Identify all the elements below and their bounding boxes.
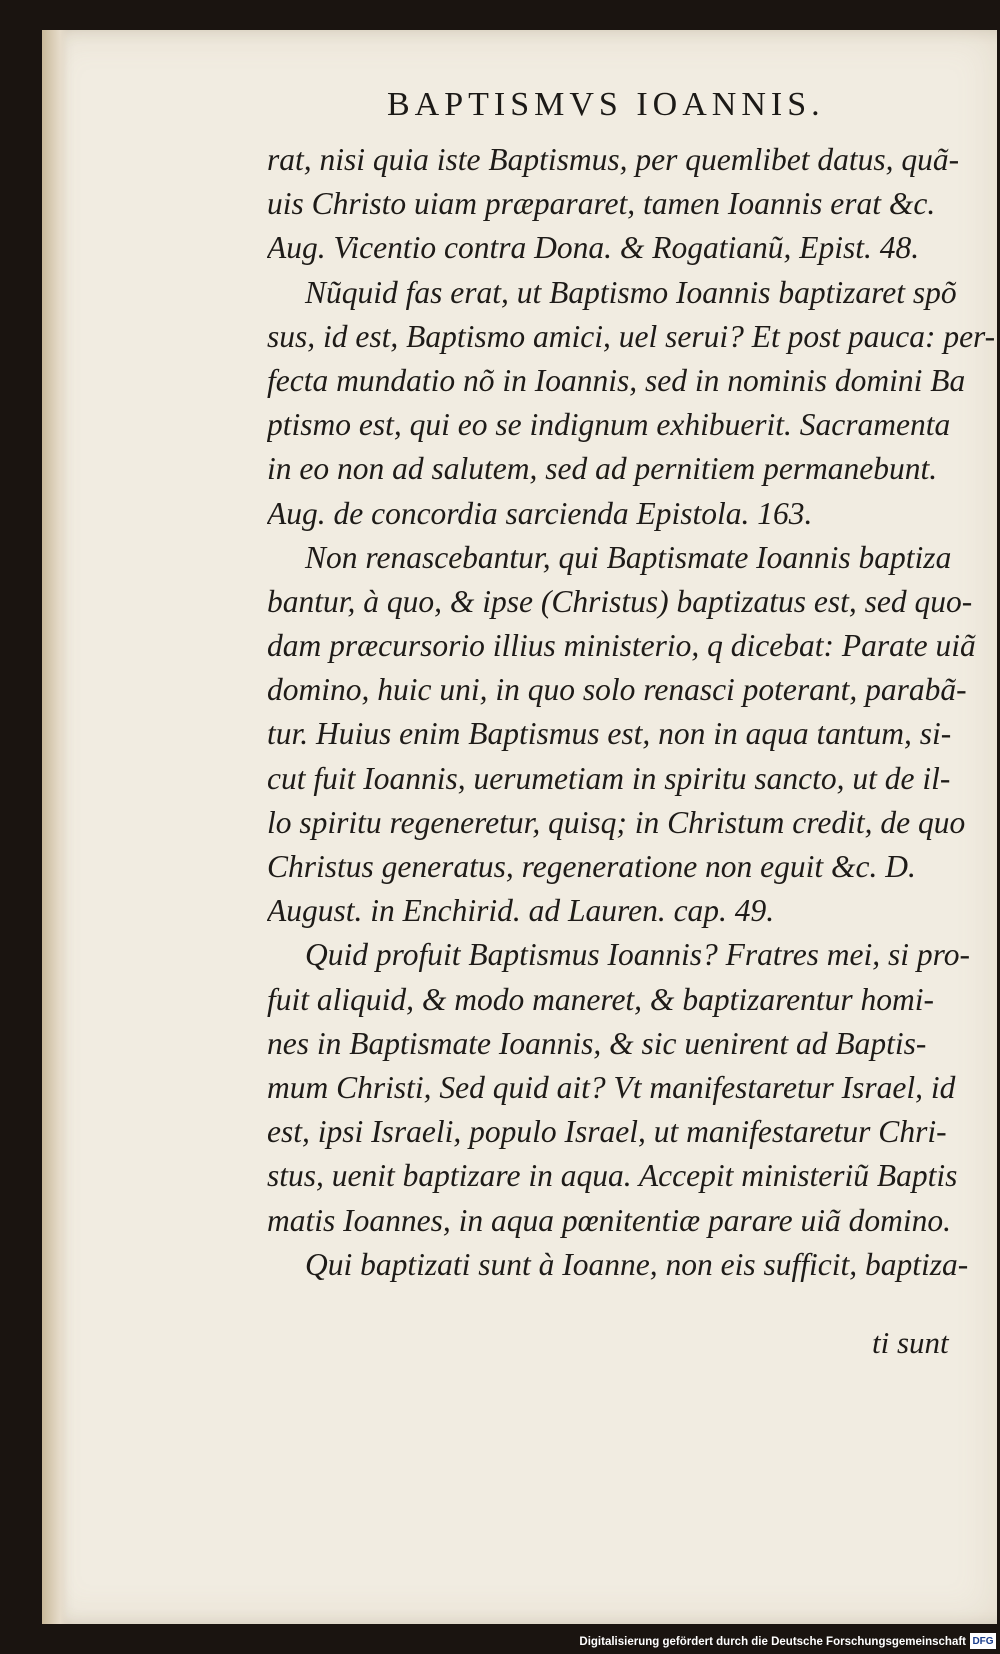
text-line: bantur, à quo, & ipse (Christus) baptizatus est, sed quo- [267, 583, 973, 619]
text-line: rat, nisi quia iste Baptismus, per quemlibet datus, quã- [267, 142, 960, 177]
text-line: uis Christo uiam præpararet, tamen Ioannis erat &c. [267, 186, 936, 222]
text-line: ptismo est, qui eo se indignum exhibuerit. Sacramenta [267, 407, 951, 443]
running-head: BAPTISMVS IOANNIS. [387, 86, 825, 123]
text-line: Qui baptizati sunt à Ioanne, non eis sufficit, baptiza- [305, 1246, 969, 1282]
text-line: August. in Enchirid. ad Lauren. cap. 49. [267, 893, 775, 929]
text-line: stus, uenit baptizare in aqua. Accepit ministeriũ Baptis [267, 1158, 958, 1194]
footer-bar [0, 1624, 1000, 1654]
text-line: nes in Baptismate Ioannis, & sic uenirent ad Baptis- [267, 1025, 927, 1061]
text-line: Non renascebantur, qui Baptismate Ioannis baptiza [305, 539, 952, 575]
text-line: lo spiritu regeneretur, quisq; in Christum credit, de quo [267, 804, 966, 840]
text-line: dam præcursorio illius ministerio, q dicebat: Parate uiã [267, 628, 976, 664]
text-line: sus, id est, Baptismo amici, uel serui? Et post pauca: per- [267, 318, 996, 354]
book-page [42, 30, 997, 1624]
text-line: cut fuit Ioannis, uerumetiam in spiritu sancto, ut de il- [267, 760, 951, 796]
page-gutter [42, 30, 68, 1624]
dfg-logo-icon: DFG [970, 1633, 996, 1649]
text-line: fuit aliquid, & modo maneret, & baptizarentur homi- [267, 981, 935, 1017]
text-line: in eo non ad salutem, sed ad pernitiem permanebunt. [267, 451, 938, 487]
text-line: Aug. Vicentio contra Dona. & Rogatianũ, Epist. 48. [267, 230, 920, 266]
text-line: fecta mundatio nõ in Ioannis, sed in nominis domini Ba [267, 362, 966, 398]
catchword: ti sunt [872, 1325, 949, 1360]
text-line: Nũquid fas erat, ut Baptismo Ioannis baptizaret spõ [305, 274, 957, 310]
text-line: domino, huic uni, in quo solo renasci poterant, parabã- [267, 672, 967, 708]
text-line: Quid profuit Baptismus Ioannis? Fratres mei, si pro- [305, 937, 971, 973]
text-line: Christus generatus, regeneratione non eguit &c. D. [267, 849, 916, 884]
text-line: Aug. de concordia sarcienda Epistola. 163. [267, 495, 813, 531]
text-line: est, ipsi Israeli, populo Israel, ut manifestaretur Chri- [267, 1114, 947, 1150]
text-line: tur. Huius enim Baptismus est, non in aqua tantum, si- [267, 716, 952, 752]
text-line: matis Ioannes, in aqua pœnitentiæ parare uiã domino. [267, 1202, 951, 1238]
body-text [267, 138, 997, 1287]
funding-notice: Digitalisierung gefördert durch die Deutsche Forschungsgemeinschaft [579, 1636, 966, 1648]
text-line: mum Christi, Sed quid ait? Vt manifestaretur Israel, id [267, 1069, 956, 1105]
